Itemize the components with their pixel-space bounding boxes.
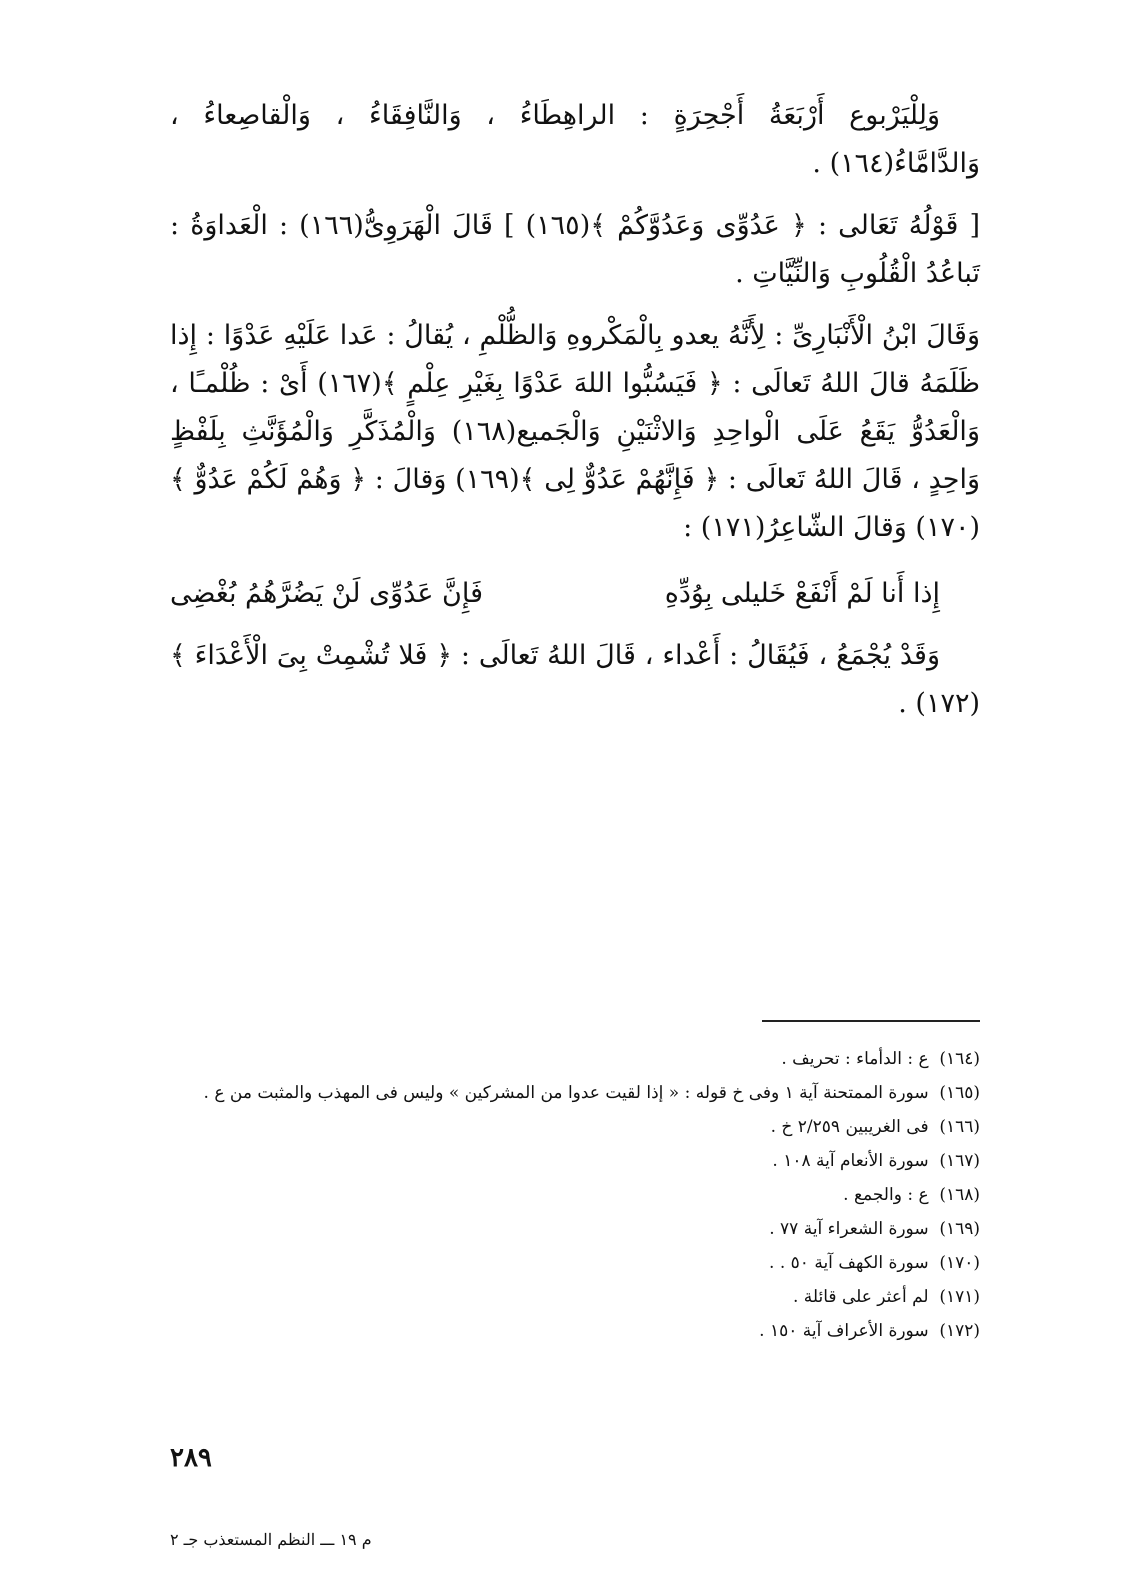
footnote-item <box>170 1212 980 1246</box>
footnote-divider <box>762 1020 980 1022</box>
footnote-number: (١٦٦) <box>939 1117 980 1137</box>
paragraph-adawa: [ قَوْلُهُ تَعَالى : ﴿ عَدُوِّى وَعَدُوَّكُمْ ﴾(١٦٥) ] قَالَ الْهَرَوِىُّ(١٦٦) : الْعَداوَةُ : تَباعُدُ الْقُلُوبِ وَالنِّيَّاتِ . <box>170 210 981 289</box>
footnote-text: سورة الشعراء آية ٧٧ . <box>769 1219 929 1239</box>
footnote-number: (١٧٠) <box>939 1253 980 1273</box>
footnote-text: ع : والجمع . <box>843 1185 929 1205</box>
footnote-item <box>170 1144 980 1178</box>
footnote-number: (١٦٧) <box>939 1151 980 1171</box>
footnote-text: لم أعثر على قائلة . <box>792 1287 929 1307</box>
footnote-item <box>170 1314 980 1348</box>
footnote-number: (١٦٩) <box>939 1219 980 1239</box>
footnote-item <box>170 1280 980 1314</box>
footnote-number: (١٦٥) <box>939 1083 980 1103</box>
footnote-number: (١٦٨) <box>939 1185 980 1205</box>
footnote-text: فى الغريبين ٢/٢٥٩ خ . <box>770 1117 929 1137</box>
footnote-number: (١٧١) <box>939 1287 980 1307</box>
footnote-item <box>170 1178 980 1212</box>
printer-signature: م ١٩ ـــ النظم المستعذب جـ ٢ <box>170 1530 372 1549</box>
main-text <box>170 92 980 742</box>
verse-first-hemistich: إِذا أَنا لَمْ أَنْفَعْ خَليلى بِوُدِّهِ <box>664 578 940 609</box>
verse-second-hemistich: فَإِنَّ عَدُوِّى لَنْ يَضُرَّهُمُ بُغْضِى <box>170 578 484 609</box>
footnote-number: (١٧٢) <box>939 1321 980 1341</box>
poetry-verse <box>170 566 940 622</box>
footnote-item <box>170 1042 980 1076</box>
footnote-text: سورة الممتحنة آية ١ وفى خ قوله : « إذا لقيت عدوا من المشركين » وليس فى المهذب والمثبت من ع . <box>203 1083 929 1103</box>
footnote-text: سورة الأعراف آية ١٥٠ . <box>759 1321 929 1341</box>
footnote-item <box>170 1076 980 1110</box>
footnote-text: ع : الدأماء : تحريف . <box>781 1049 929 1069</box>
paragraph-plural: وَقَدْ يُجْمَعُ ، فَيُقَالُ : أَعْداء ، قَالَ اللهُ تَعالَى : ﴿ فَلا تُشْمِتْ بِىَ الْأَعْدَاءَ ﴾(١٧٢) . <box>170 640 980 719</box>
footnote-item <box>170 1110 980 1144</box>
footnote-item <box>170 1246 980 1280</box>
footnote-number: (١٦٤) <box>939 1049 980 1069</box>
paragraph-anbari: وَقَالَ ابْنُ الْأَنْبَارِىِّ : لِأَنَّهُ يعدو بِالْمَكْروهِ وَالظُّلْمِ ، يُقالُ : عَدا عَلَيْهِ عَدْوًا : إِذا ظَلَمَهُ قالَ اللهُ تَعالَى : ﴿ فَيَسُبُّوا اللهَ عَدْوًا بِغَيْرِ عِلْمٍ ﴾(١٦٧) أَىْ : ظُلْمـًا ، وَالْعَدُوُّ يَقَعُ عَلَى الْواحِدِ وَالاثْنَيْنِ وَالْجَميع(١٦٨) وَالْمُذَكَّرِ وَالْمُؤَنَّثِ بِلَفْظٍ وَاحِدٍ ، قَالَ اللهُ تَعالَى : ﴿ فَإِنَّهُمْ عَدُوٌّ لِى ﴾(١٦٩) وَقالَ : ﴿ وَهُمْ لَكُمْ عَدُوٌّ ﴾(١٧٠) وَقالَ الشّاعِرُ(١٧١) : <box>170 320 981 543</box>
paragraph-yarbu: وَلِلْيَرْبوع أَرْبَعَةُ أَجْحِرَةٍ : الراهِطَاءُ ، وَالنَّافِقَاءُ ، وَالْقاصِعاءُ ، وَالدَّامَّاءُ(١٦٤) . <box>170 100 980 179</box>
page-number: ٢٨٩ <box>170 1443 212 1473</box>
footnote-text: سورة الكهف آية ٥٠ . . <box>769 1253 929 1273</box>
footnotes <box>170 1042 980 1348</box>
footnote-text: سورة الأنعام آية ١٠٨ . <box>772 1151 929 1171</box>
